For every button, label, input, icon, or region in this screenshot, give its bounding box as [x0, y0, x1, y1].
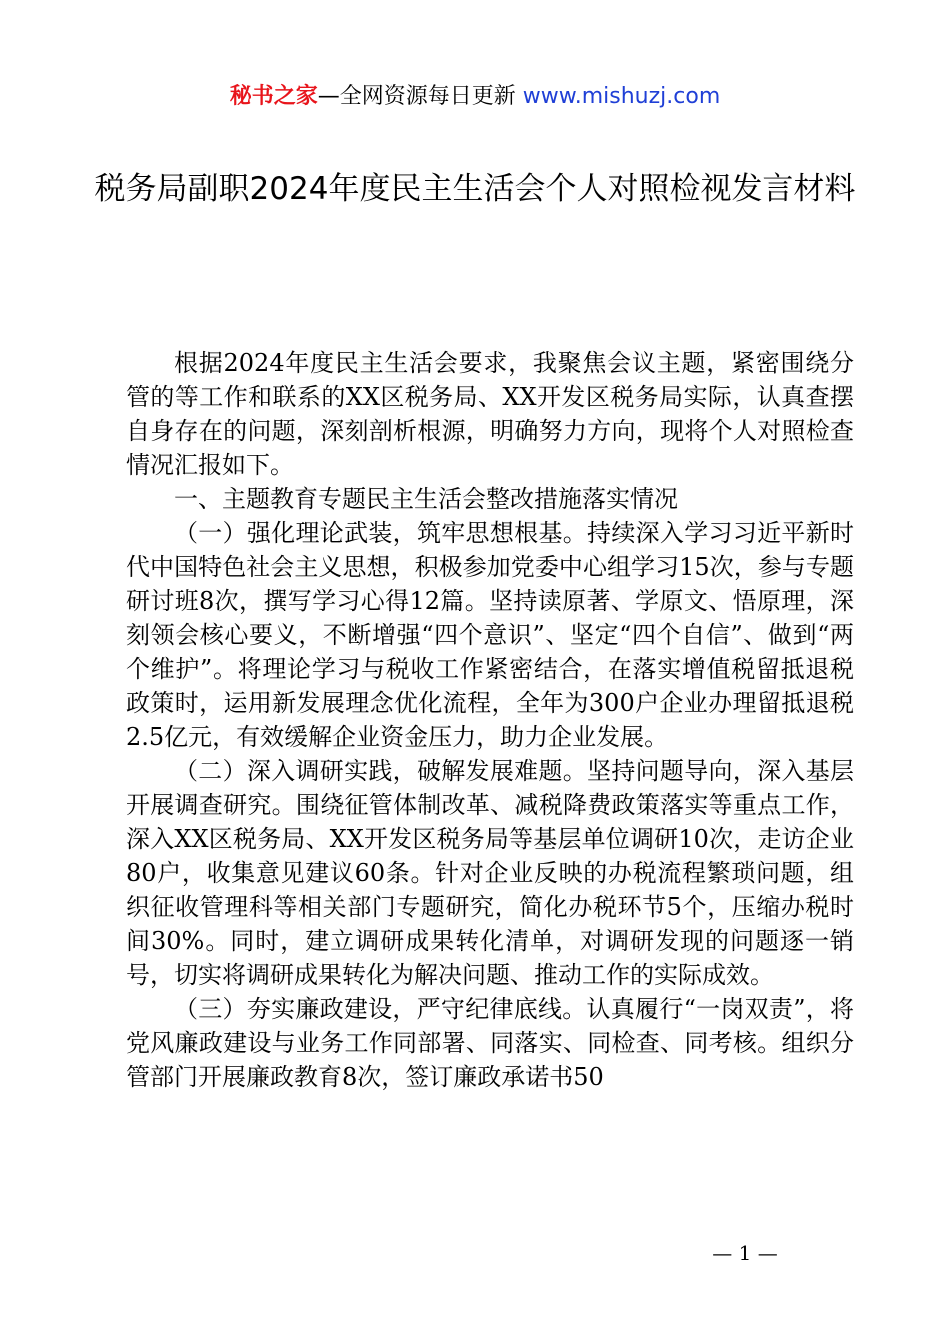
document-body	[126, 346, 854, 1094]
paragraph-intro: 根据2024年度民主生活会要求，我聚焦会议主题，紧密围绕分管的等工作和联系的XX区税务局、XX开发区税务局实际，认真查摆自身存在的问题，深刻剖析根源，明确努力方向，现将个人对照检查情况汇报如下。	[126, 349, 854, 479]
paragraph-research: （二）深入调研实践，破解发展难题。坚持问题导向，深入基层开展调查研究。围绕征管体制改革、减税降费政策落实等重点工作，深入XX区税务局、XX开发区税务局等基层单位调研10次，走访企业80户，收集意见建议60条。针对企业反映的办税流程繁琐问题，组织征收管理科等相关部门专题研究，简化办税环节5个，压缩办税时间30%。同时，建立调研成果转化清单，对调研发现的问题逐一销号，切实将调研成果转化为解决问题、推动工作的实际成效。	[126, 757, 854, 989]
section-heading-1: 一、主题教育专题民主生活会整改措施落实情况	[174, 485, 678, 513]
site-brand: 秘书之家	[229, 84, 318, 109]
paragraph-theory: （一）强化理论武装，筑牢思想根基。持续深入学习习近平新时代中国特色社会主义思想，积极参加党委中心组学习15次，参与专题研讨班8次，撰写学习心得12篇。坚持读原著、学原文、悟原理，深刻领会核心要义，不断增强“四个意识”、坚定“四个自信”、做到“两个维护”。将理论学习与税收工作紧密结合，在落实增值税留抵退税政策时，运用新发展理念优化流程，全年为300户企业办理留抵退税2.5亿元，有效缓解企业资金压力，助力企业发展。	[126, 519, 854, 751]
site-url-link[interactable]: www.mishuzj.com	[522, 84, 721, 109]
paragraph-integrity: （三）夯实廉政建设，严守纪律底线。认真履行“一岗双责”，将党风廉政建设与业务工作同部署、同落实、同检查、同考核。组织分管部门开展廉政教育8次，签订廉政承诺书50	[126, 995, 854, 1091]
site-slogan: —全网资源每日更新	[317, 84, 516, 109]
site-header	[0, 82, 950, 112]
document-title: 税务局副职2024年度民主生活会个人对照检视发言材料	[94, 171, 856, 207]
page-number: — 1 —	[712, 1241, 778, 1265]
